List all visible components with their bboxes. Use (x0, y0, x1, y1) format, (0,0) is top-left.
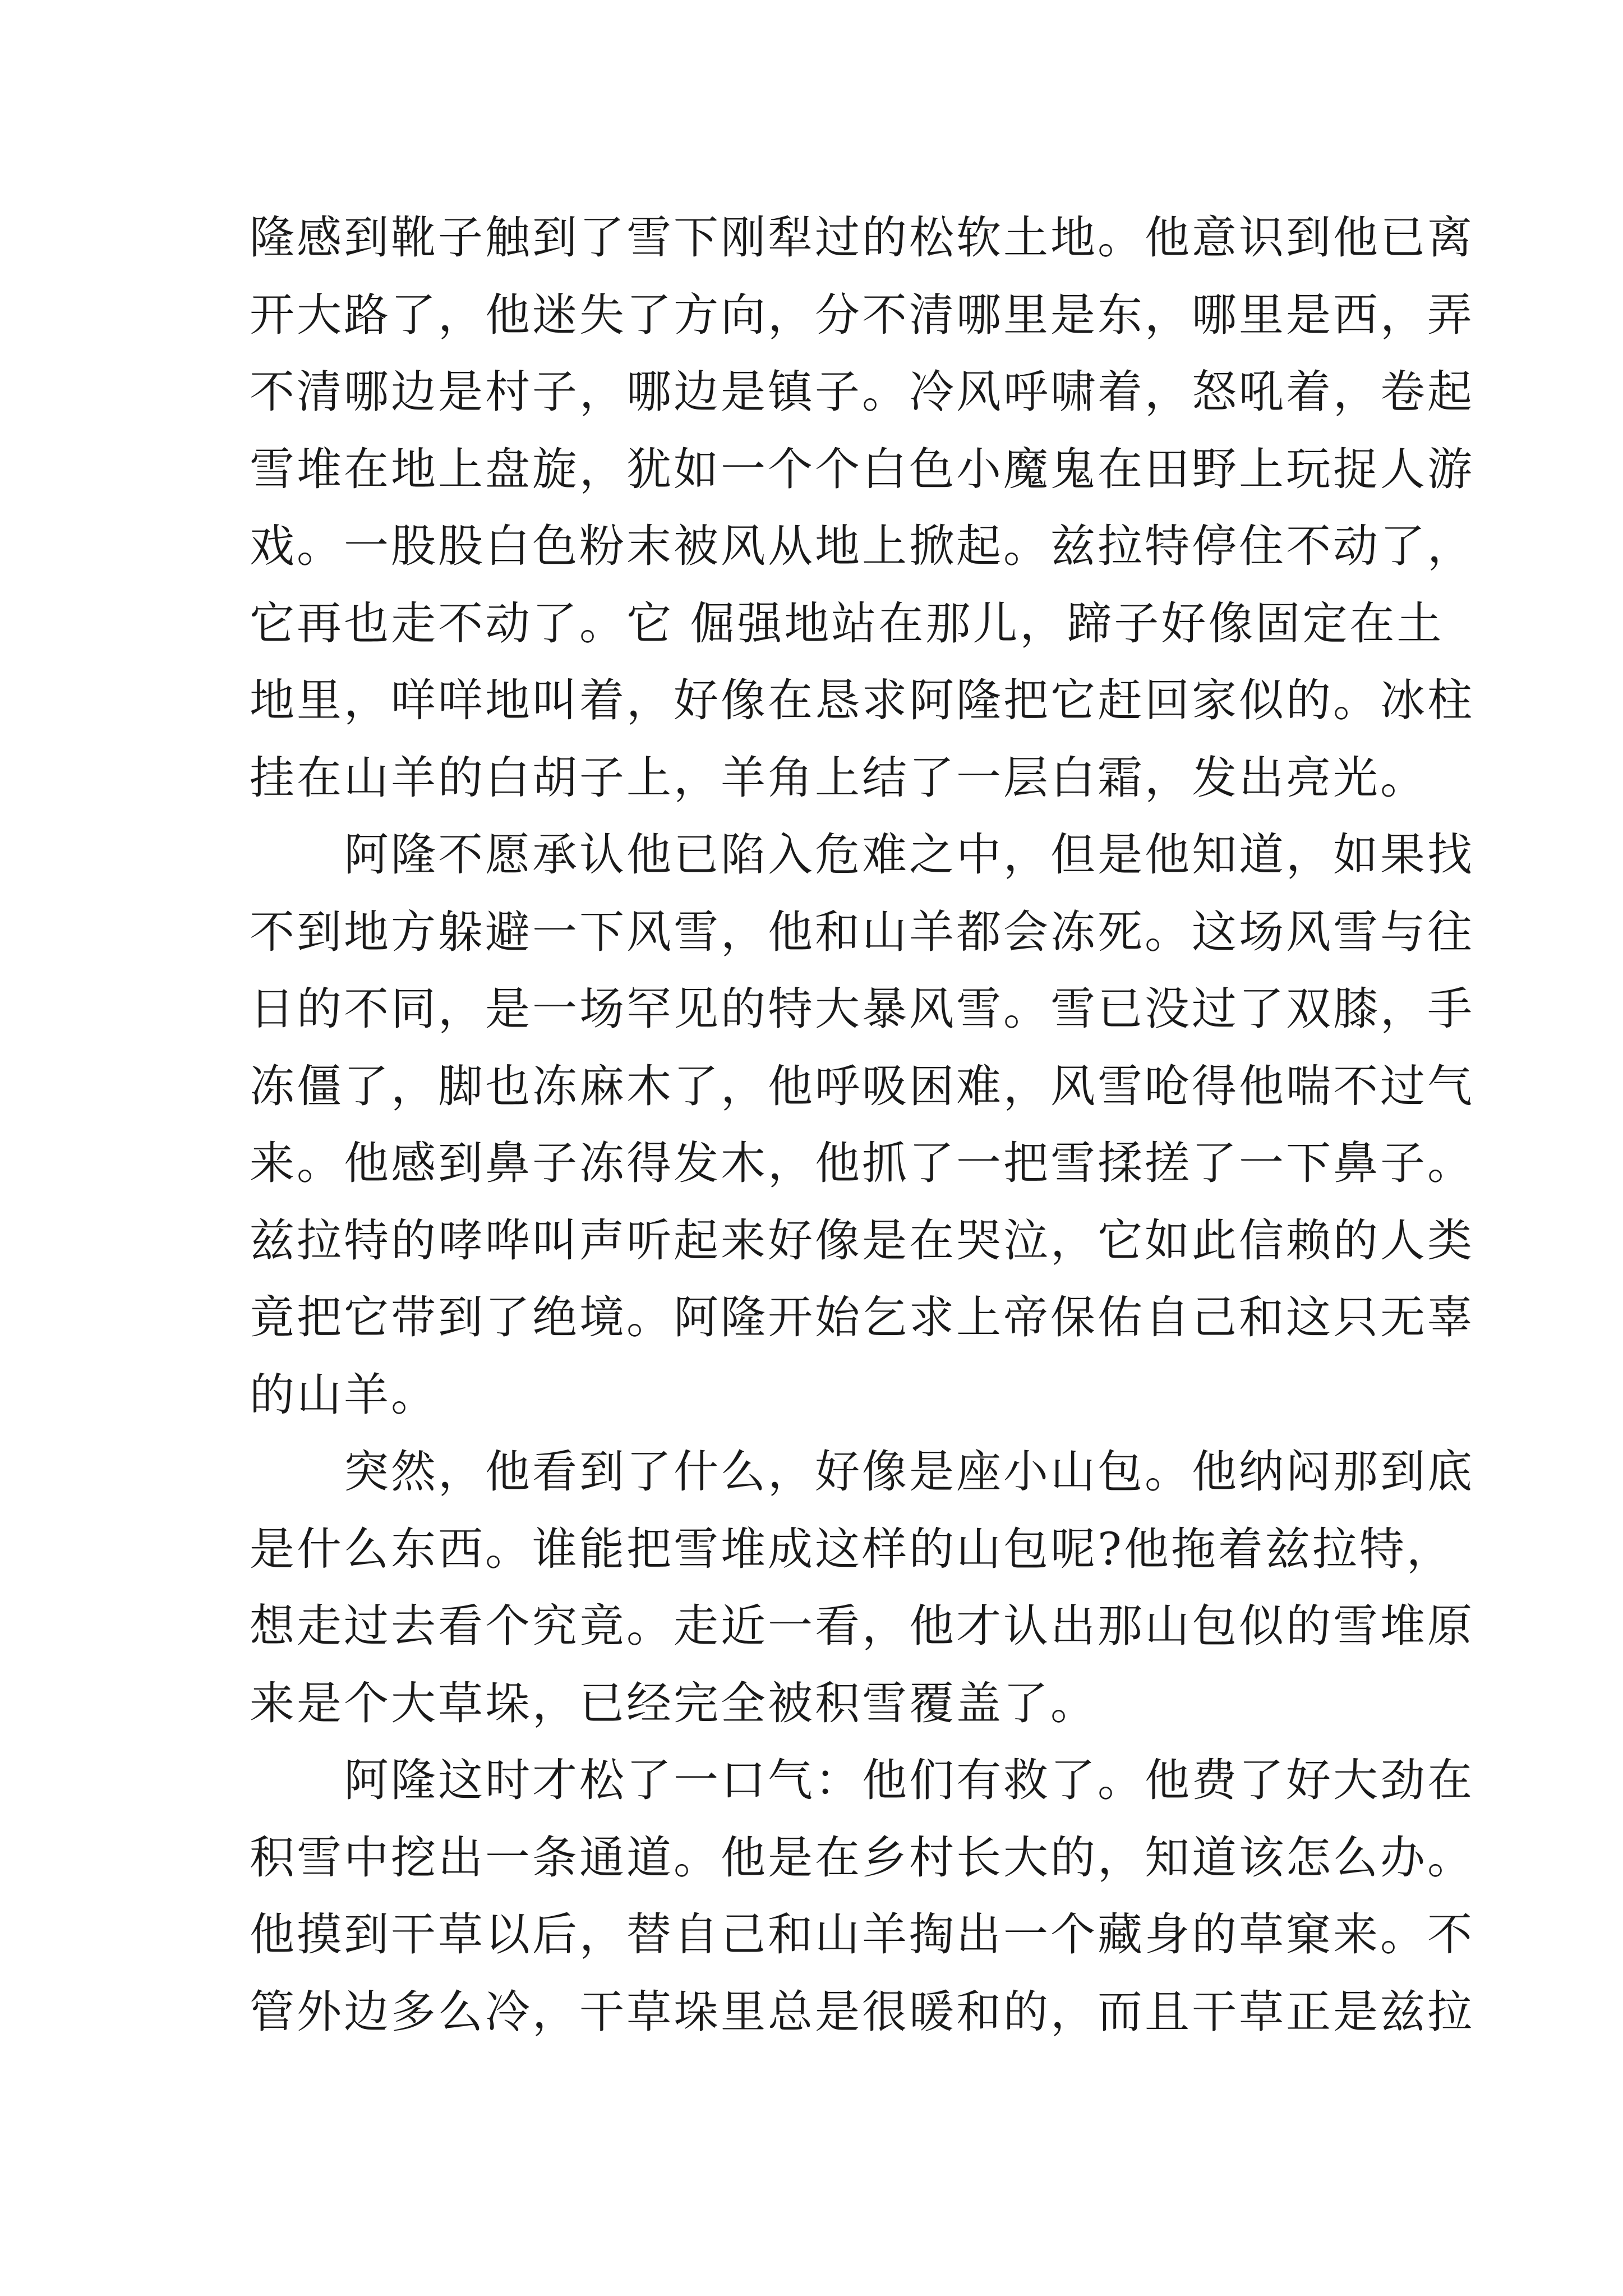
text-line: 不清哪边是村子，哪边是镇子。冷风呼啸着，怒吼着，卷起 (250, 366, 1474, 418)
text-line: 戏。一股股白色粉末被风从地上掀起。兹拉特停住不动了， (250, 520, 1474, 572)
text-line: 隆感到靴子触到了雪下刚犁过的松软土地。他意识到他已离 (250, 211, 1474, 264)
text-line: 来是个大草垛，已经完全被积雪覆盖了。 (250, 1677, 1098, 1729)
text-line: 想走过去看个究竟。走近一看，他才认出那山包似的雪堆原 (250, 1600, 1474, 1652)
text-line: 开大路了，他迷失了方向，分不清哪里是东，哪里是西，弄 (250, 288, 1474, 341)
text-line: 雪堆在地上盘旋，犹如一个个白色小魔鬼在田野上玩捉人游 (250, 443, 1474, 495)
text-line: 阿隆不愿承认他已陷入危难之中，但是他知道，如果找 (344, 829, 1474, 881)
text-line: 管外边多么冷，干草垛里总是很暖和的，而且干草正是兹拉 (250, 1985, 1474, 2038)
text-line: 兹拉特的哮哗叫声听起来好像是在哭泣，它如此信赖的人类 (250, 1214, 1474, 1267)
text-line: 不到地方躲避一下风雪，他和山羊都会冻死。这场风雪与往 (250, 905, 1474, 958)
text-line: 它再也走不动了。它 倔强地站在那儿，蹄子好像固定在土 (250, 597, 1444, 650)
body-text (250, 199, 1474, 2050)
text-line: 积雪中挖出一条通道。他是在乡村长大的，知道该怎么办。 (250, 1831, 1474, 1884)
paragraph-4 (250, 1742, 1474, 2050)
text-line: 是什么东西。谁能把雪堆成这样的山包呢?他拖着兹拉特， (250, 1522, 1454, 1575)
text-line: 日的不同，是一场罕见的特大暴风雪。雪已没过了双膝，手 (250, 983, 1474, 1035)
paragraph-3 (250, 1433, 1474, 1742)
text-line: 地里，咩咩地叫着，好像在恳求阿隆把它赶回家似的。冰柱 (250, 674, 1474, 726)
text-line: 他摸到干草以后，替自己和山羊掏出一个藏身的草窠来。不 (250, 1908, 1474, 1961)
text-line: 突然，他看到了什么，好像是座小山包。他纳闷那到底 (344, 1446, 1474, 1498)
text-line: 的山羊。 (250, 1368, 438, 1421)
text-line: 冻僵了，脚也冻麻木了，他呼吸困难，风雪呛得他喘不过气 (250, 1060, 1474, 1112)
paragraph-2 (250, 816, 1474, 1433)
text-line: 来。他感到鼻子冻得发木，他抓了一把雪揉搓了一下鼻子。 (250, 1137, 1474, 1189)
paragraph-1 (250, 199, 1474, 816)
text-line: 竟把它带到了绝境。阿隆开始乞求上帝保佑自己和这只无辜 (250, 1291, 1474, 1343)
text-line: 阿隆这时才松了一口气：他们有救了。他费了好大劲在 (344, 1754, 1474, 1806)
text-line: 挂在山羊的白胡子上，羊角上结了一层白霜，发出亮光。 (250, 751, 1427, 804)
